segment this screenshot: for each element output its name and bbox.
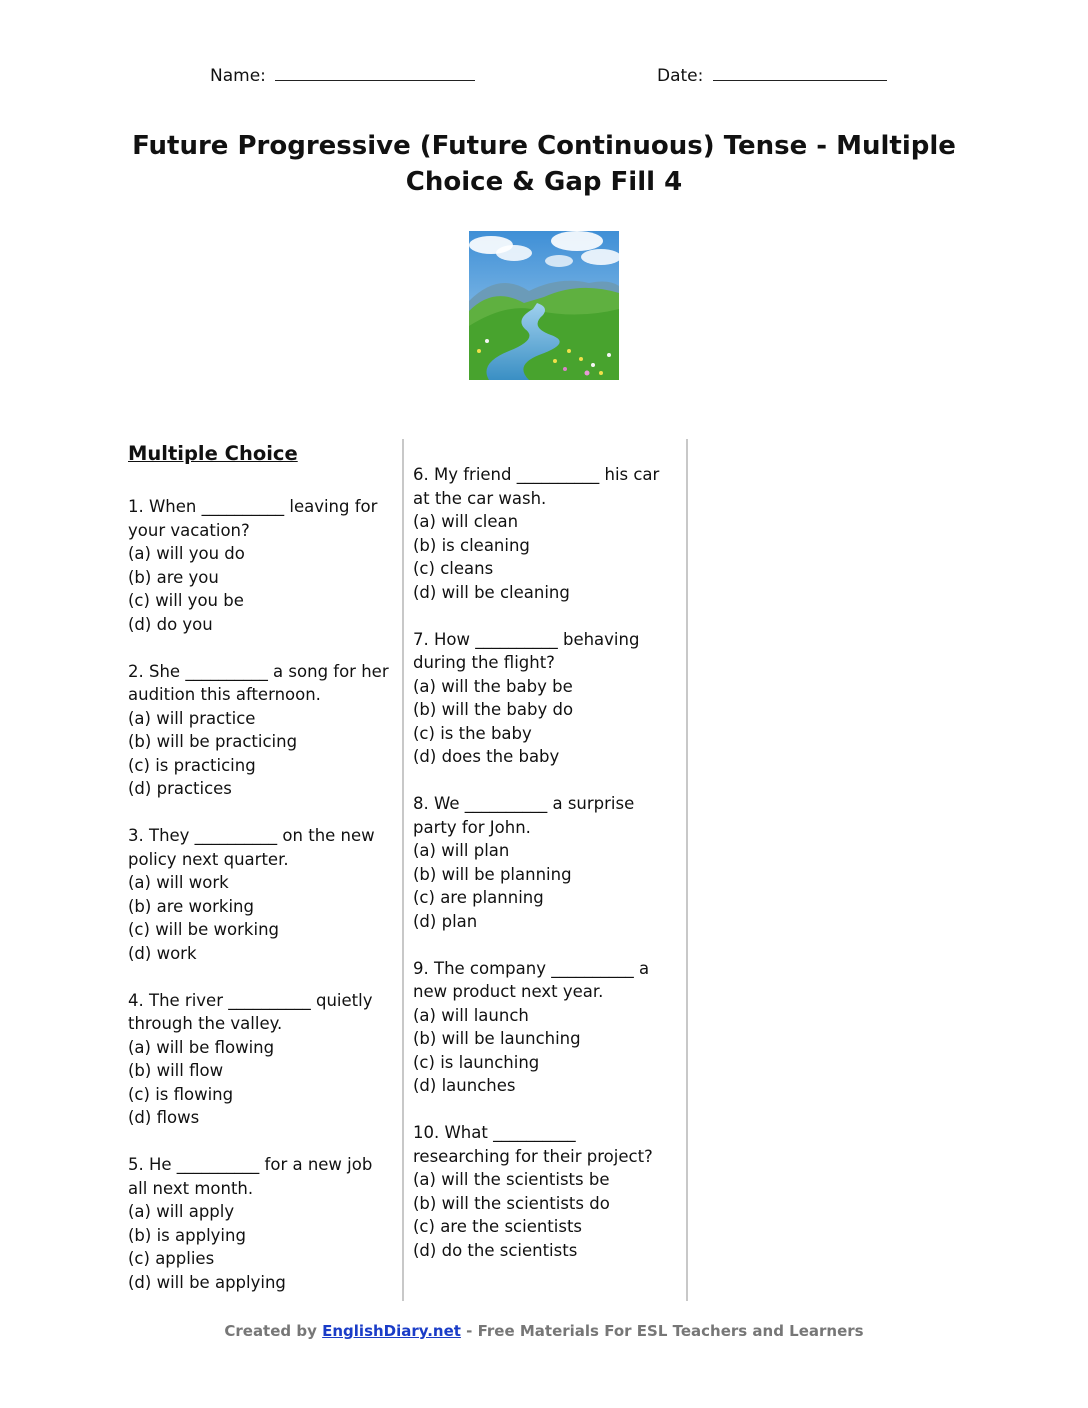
questions-column-left xyxy=(128,440,390,1318)
footer-prefix: Created by xyxy=(224,1322,317,1340)
question-item xyxy=(413,792,675,933)
question-item xyxy=(413,957,675,1098)
question-text: 8. We __________ a surprise party for John. xyxy=(413,794,635,837)
question-text: 3. They __________ on the new policy next quarter. xyxy=(128,826,375,869)
question-item xyxy=(413,628,675,769)
answer-option[interactable]: (c) is the baby xyxy=(413,723,532,743)
answer-option[interactable]: (b) will be practicing xyxy=(128,732,298,751)
column-divider xyxy=(686,439,688,1301)
river-landscape-image xyxy=(469,231,619,380)
answer-option[interactable]: (d) do the scientists xyxy=(413,1240,578,1260)
answer-option[interactable]: (b) are working xyxy=(128,896,254,916)
question-text: 5. He __________ for a new job all next month. xyxy=(128,1155,373,1198)
answer-option[interactable]: (a) will work xyxy=(128,873,229,892)
answer-option[interactable]: (a) will apply xyxy=(128,1202,235,1221)
answer-option[interactable]: (a) will launch xyxy=(413,1005,529,1025)
answer-option[interactable]: (d) will be cleaning xyxy=(413,582,570,602)
questions-column-right xyxy=(413,463,675,1286)
answer-option[interactable]: (c) cleans xyxy=(413,559,494,578)
answer-option[interactable]: (d) launches xyxy=(413,1076,516,1095)
answer-option[interactable]: (c) are the scientists xyxy=(413,1217,583,1236)
answer-option[interactable]: (b) are you xyxy=(128,567,219,587)
footer xyxy=(0,1322,1088,1340)
answer-option[interactable]: (c) applies xyxy=(128,1249,215,1268)
answer-option[interactable]: (a) will plan xyxy=(413,841,510,860)
question-text: 9. The company __________ a new product next year. xyxy=(413,958,650,1001)
section-heading: Multiple Choice xyxy=(128,442,298,465)
answer-option[interactable]: (a) will clean xyxy=(413,512,519,531)
answer-option[interactable]: (d) flows xyxy=(128,1108,200,1127)
question-text: 10. What __________ researching for their project? xyxy=(413,1123,653,1166)
page-title: Future Progressive (Future Continuous) Tense - Multiple Choice & Gap Fill 4 xyxy=(132,131,956,197)
question-text: 2. She __________ a song for her audition this afternoon. xyxy=(128,661,389,704)
answer-option[interactable]: (b) will be launching xyxy=(413,1029,581,1048)
answer-option[interactable]: (b) will the scientists do xyxy=(413,1193,610,1213)
answer-option[interactable]: (c) is launching xyxy=(413,1052,540,1072)
column-divider xyxy=(402,439,404,1301)
answer-option[interactable]: (a) will practice xyxy=(128,708,256,728)
question-item xyxy=(413,463,675,604)
answer-option[interactable]: (d) do you xyxy=(128,614,213,634)
answer-option[interactable]: (b) will be planning xyxy=(413,864,572,884)
question-item xyxy=(128,495,390,636)
question-text: 6. My friend __________ his car at the car wash. xyxy=(413,465,660,508)
question-item xyxy=(128,660,390,801)
answer-option[interactable]: (c) are planning xyxy=(413,888,544,907)
answer-option[interactable]: (d) practices xyxy=(128,779,232,798)
question-text: 1. When __________ leaving for your vacation? xyxy=(128,497,378,540)
answer-option[interactable]: (d) will be applying xyxy=(128,1272,286,1292)
footer-suffix: - Free Materials For ESL Teachers and Learners xyxy=(466,1322,864,1340)
answer-option[interactable]: (a) will be flowing xyxy=(128,1037,275,1057)
answer-option[interactable]: (a) will you do xyxy=(128,544,245,563)
footer-link[interactable]: EnglishDiary.net xyxy=(322,1322,461,1340)
date-label: Date: xyxy=(657,66,704,86)
answer-option[interactable]: (c) is flowing xyxy=(128,1084,234,1104)
question-item xyxy=(128,824,390,965)
answer-option[interactable]: (b) will flow xyxy=(128,1061,224,1080)
date-field[interactable] xyxy=(657,64,887,86)
date-blank-line[interactable] xyxy=(713,64,887,81)
answer-option[interactable]: (a) will the baby be xyxy=(413,676,573,696)
question-item xyxy=(413,1121,675,1262)
question-text: 7. How __________ behaving during the flight? xyxy=(413,629,640,672)
answer-option[interactable]: (d) does the baby xyxy=(413,747,560,766)
answer-option[interactable]: (c) is practicing xyxy=(128,755,256,775)
name-field[interactable] xyxy=(210,64,475,86)
answer-option[interactable]: (c) will you be xyxy=(128,591,244,610)
answer-option[interactable]: (b) is applying xyxy=(128,1225,246,1245)
name-label: Name: xyxy=(210,66,266,86)
answer-option[interactable]: (b) is cleaning xyxy=(413,535,530,555)
question-item xyxy=(128,1153,390,1294)
question-text: 4. The river __________ quietly through the valley. xyxy=(128,990,373,1033)
name-blank-line[interactable] xyxy=(275,64,475,81)
answer-option[interactable]: (d) work xyxy=(128,943,197,963)
answer-option[interactable]: (d) plan xyxy=(413,911,478,931)
answer-option[interactable]: (a) will the scientists be xyxy=(413,1170,610,1189)
answer-option[interactable]: (b) will the baby do xyxy=(413,700,574,719)
question-item xyxy=(128,989,390,1130)
answer-option[interactable]: (c) will be working xyxy=(128,920,279,939)
